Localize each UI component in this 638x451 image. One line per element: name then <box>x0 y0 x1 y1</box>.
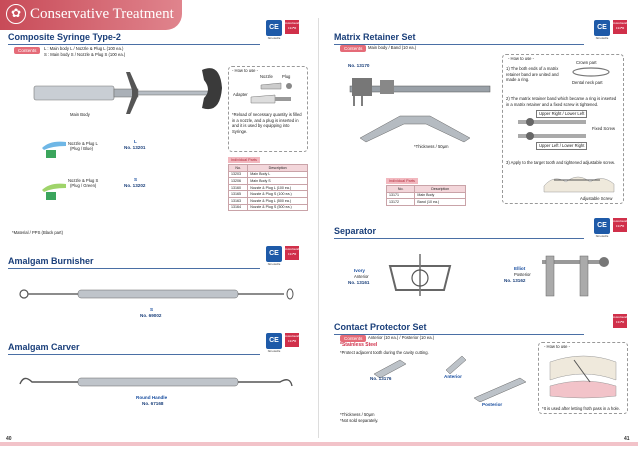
ce-badge: CE <box>266 246 282 262</box>
page-title: Conservative Treatment <box>30 6 174 22</box>
matrix-step2: 2) The matrix retainer band which became a ring is inserted in a matrix retainer and a fixed screw is tightened. <box>506 96 617 107</box>
main-body-label: Main Body <box>70 112 90 117</box>
nozzle-l-label: Nozzle & Plug L <box>68 141 98 146</box>
contents-tag: Contents <box>340 335 366 342</box>
carver-code: No. 67168 <box>142 401 164 406</box>
carver-name: Round Handle <box>136 395 168 400</box>
syringe-parts-table <box>228 164 308 211</box>
page-number-right: 41 <box>624 436 630 442</box>
autoclave-badge: Autoclavable 134℃ <box>613 218 627 232</box>
table-cell: 13163 <box>229 197 248 204</box>
table-header: No. <box>387 186 415 193</box>
carver-title: Amalgam Carver <box>8 342 80 352</box>
table-cell: 13172 <box>387 199 415 206</box>
table-header: Description <box>415 186 466 193</box>
elliot-code: No. 13162 <box>504 278 526 283</box>
ce-sub: Non-sterile <box>267 37 281 40</box>
table-header: Description <box>248 165 308 172</box>
code-s: No. 13202 <box>124 183 146 188</box>
matrix-step3: 3) Apply to the target tooth and tightened adjustable screw. <box>506 160 615 165</box>
matrix-title: Matrix Retainer Set <box>334 32 416 42</box>
matrix-contents: Main body / Band (10 ea.) <box>368 45 417 50</box>
table-header: No. <box>229 165 248 172</box>
size-l: L <box>134 139 137 144</box>
table-row <box>387 192 466 199</box>
nozzle-s-swatch <box>46 192 56 200</box>
contents-tag: Contents <box>340 45 366 52</box>
posterior-image <box>470 372 530 402</box>
burnisher-code: No. 69002 <box>140 313 162 318</box>
autoclave-badge: Autoclavable 134℃ <box>613 20 627 34</box>
burnisher-rule <box>8 268 260 269</box>
elliot-sub: Posterior <box>514 272 531 277</box>
table-row <box>229 204 308 211</box>
how-to-diagram <box>245 79 305 109</box>
anterior-label: Anterior <box>444 374 462 379</box>
table-cell: 13164 <box>229 204 248 211</box>
autoclave-badge: Autoclavable 134℃ <box>285 246 299 260</box>
protector-not-sold: *Not sold separately. <box>340 418 379 423</box>
protector-title: Contact Protector Set <box>334 322 427 332</box>
carver-rule <box>8 354 260 355</box>
protector-usage-image <box>544 352 622 400</box>
nozzle-l-swatch <box>46 150 56 158</box>
matrix-code: No. 13170 <box>348 63 370 68</box>
nozzle-s-sub: (Plug / Green) <box>70 183 97 188</box>
upper-left-label: Upper Left / Lower Right <box>536 142 587 150</box>
table-row <box>229 191 308 198</box>
dental-neck-label: Dental neck part <box>572 80 603 85</box>
code-l: No. 13201 <box>124 145 146 150</box>
table-row <box>229 197 308 204</box>
ce-badge: CE <box>594 20 610 36</box>
table-cell: 13171 <box>387 192 415 199</box>
ivory-label: Ivory <box>354 268 365 273</box>
matrix-image <box>340 68 500 148</box>
page-divider <box>318 18 319 438</box>
protector-material: *Stainless Steel <box>340 342 378 348</box>
matrix-how-to-title: - How to use - <box>508 56 535 61</box>
band-ring-image <box>566 66 616 78</box>
table-cell: 13206 <box>229 178 248 185</box>
autoclave-badge: Autoclavable 134℃ <box>285 20 299 34</box>
matrix-thickness: *Thickness / 50µm <box>414 144 449 149</box>
table-cell: Nozzle & Plug L (500 ea.) <box>248 197 308 204</box>
table-cell: Nozzle & Plug L (100 ea.) <box>248 184 308 191</box>
table-cell: Band (10 ea.) <box>415 199 466 206</box>
plug-label: Plug <box>282 74 291 79</box>
crown-part-label: Crown part <box>576 60 597 65</box>
ce-badge: CE <box>594 218 610 234</box>
material-note: *Material / PPS (Black part) <box>12 230 63 235</box>
matrix-table-title: Individual Parts <box>386 178 418 184</box>
protector-desc: *Protect adjacent tooth during the cavity cutting. <box>340 350 429 355</box>
footer-bar-left <box>0 442 318 446</box>
table-row <box>387 199 466 206</box>
table-row <box>229 171 308 178</box>
protector-usage-note: *It is used after letting froth pass in a hole. <box>542 406 620 411</box>
footer-bar-right <box>318 442 638 446</box>
contents-s: S : Main body S / Nozzle & Plug S (100 ea.) <box>44 52 126 57</box>
fixed-screw-diagram <box>512 116 592 144</box>
protector-contents: Anterior (10 ea.) / Posterior (10 ea.) <box>368 335 435 340</box>
posterior-label: Posterior <box>482 402 503 407</box>
elliot-image <box>536 246 616 304</box>
fixed-screw-label: Fixed Screw <box>592 126 616 131</box>
adapter-label: Adapter <box>233 92 248 97</box>
contents-tag: Contents <box>14 47 40 54</box>
autoclave-badge: Autoclavable 134℃ <box>285 333 299 347</box>
upper-right-label: Upper Right / Lower Left <box>536 110 587 118</box>
table-row <box>229 184 308 191</box>
ce-badge: CE <box>266 333 282 349</box>
nozzle-l-sub: (Plug / Blue) <box>70 146 94 151</box>
ivory-code: No. 13161 <box>348 280 370 285</box>
adjustable-screw-label: Adjustable Screw <box>580 196 613 201</box>
size-s: S <box>134 177 138 182</box>
logo-icon: ✿ <box>6 4 26 24</box>
table-cell: 13165 <box>229 191 248 198</box>
nozzle-label: Nozzle <box>260 74 273 79</box>
protector-how-to-title: - How to use - <box>544 344 571 349</box>
burnisher-size: S <box>150 307 154 312</box>
table-cell: Nozzle & Plug S (100 ea.) <box>248 191 308 198</box>
table-cell: 13203 <box>229 171 248 178</box>
syringe-table-title: Individual Parts <box>228 157 260 163</box>
elliot-label: Elliot <box>514 266 526 271</box>
ce-sub: Non-sterile <box>595 37 609 40</box>
nozzle-s-label: Nozzle & Plug S <box>68 178 99 183</box>
protector-strip-image <box>370 356 410 378</box>
burnisher-title: Amalgam Burnisher <box>8 256 94 266</box>
ivory-image <box>380 246 460 302</box>
ivory-sub: Anterior <box>354 274 369 279</box>
table-cell: 13160 <box>229 184 248 191</box>
matrix-parts-table <box>386 185 466 206</box>
contents-l: L : Main body L / Nozzle & Plug L (100 ea.) <box>44 46 124 51</box>
ce-sub: Non-sterile <box>267 263 281 266</box>
syringe-image <box>30 58 230 118</box>
syringe-title: Composite Syringe Type-2 <box>8 32 121 42</box>
syringe-how-to-title: - How to use - <box>232 68 259 73</box>
teeth-image <box>540 168 620 194</box>
protector-thickness: *Thickness / 50µm <box>340 412 375 417</box>
separator-title: Separator <box>334 226 377 236</box>
syringe-rule <box>8 44 260 45</box>
table-row <box>229 178 308 185</box>
separator-rule <box>334 238 584 239</box>
matrix-step1: 1) The both ends of a matrix retainer band are united and made a ring. <box>506 66 559 83</box>
table-cell: Main Body <box>415 192 466 199</box>
table-cell: Main Body L <box>248 171 308 178</box>
page-number-left: 40 <box>6 436 12 442</box>
ce-sub: Non-sterile <box>267 350 281 353</box>
protector-code: No. 13176 <box>370 376 392 381</box>
anterior-image <box>440 352 470 374</box>
ce-badge: CE <box>266 20 282 36</box>
carver-image <box>18 372 298 392</box>
syringe-note: *Reload of necessary quantity is filled in a nozzle, and a plug is inserted in and it is used by equipping into Syringe. <box>232 112 302 135</box>
autoclave-badge: Autoclavable 134℃ <box>613 314 627 328</box>
table-cell: Nozzle & Plug S (500 ea.) <box>248 204 308 211</box>
ce-sub: Non-sterile <box>595 235 609 238</box>
table-cell: Main Body S <box>248 178 308 185</box>
burnisher-image <box>18 285 298 303</box>
